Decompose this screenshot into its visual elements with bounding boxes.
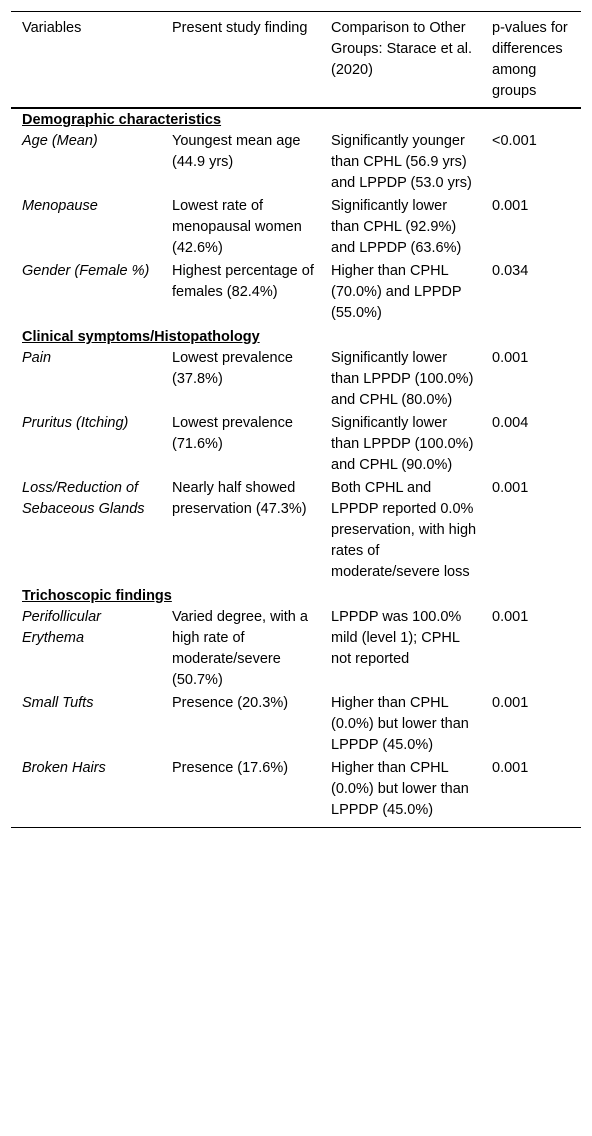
variable-cell: Age (Mean) xyxy=(22,133,98,149)
comparison-cell: Significantly lower than LPPDP (100.0%) and CPHL (80.0%) xyxy=(331,350,474,408)
comparison-cell: Higher than CPHL (70.0%) and LPPDP (55.0%) xyxy=(331,263,462,321)
comparison-cell: Higher than CPHL (0.0%) but lower than LPPDP (45.0%) xyxy=(331,695,469,753)
p-value-cell: 0.001 xyxy=(492,760,529,776)
comparison-cell: Higher than CPHL (0.0%) but lower than LPPDP (45.0%) xyxy=(331,760,469,818)
table-row xyxy=(11,758,581,828)
section-title: Trichoscopic findings xyxy=(22,588,172,604)
p-value-cell: 0.034 xyxy=(492,263,529,279)
table-header-row xyxy=(11,12,581,109)
variable-cell: Loss/Reduction of Sebaceous Glands xyxy=(22,480,145,517)
p-value-cell: 0.001 xyxy=(492,609,529,625)
variable-cell: Pruritus (Itching) xyxy=(22,415,129,431)
p-value-cell: 0.004 xyxy=(492,415,529,431)
finding-cell: Varied degree, with a high rate of moderate/severe (50.7%) xyxy=(172,609,308,688)
variable-cell: Broken Hairs xyxy=(22,760,106,776)
finding-cell: Nearly half showed preservation (47.3%) xyxy=(172,480,307,517)
finding-cell: Presence (17.6%) xyxy=(172,760,289,776)
results-table xyxy=(11,11,581,828)
comparison-cell: LPPDP was 100.0% mild (level 1); CPHL not reported xyxy=(331,609,462,667)
section-row-clinical xyxy=(11,326,581,348)
finding-cell: Lowest prevalence (37.8%) xyxy=(172,350,293,387)
table-row xyxy=(11,131,581,196)
p-value-cell: 0.001 xyxy=(492,198,529,214)
comparison-cell: Both CPHL and LPPDP reported 0.0% preservation, with high rates of moderate/severe loss xyxy=(331,480,477,580)
finding-cell: Highest percentage of females (82.4%) xyxy=(172,263,314,300)
section-row-trichoscopic xyxy=(11,585,581,607)
table-row xyxy=(11,413,581,478)
header-variables: Variables xyxy=(22,20,82,36)
section-title: Clinical symptoms/Histopathology xyxy=(22,329,260,345)
table-row xyxy=(11,261,581,326)
header-p-values: p-values for differences among groups xyxy=(492,20,568,99)
table-row xyxy=(11,607,581,693)
header-comparison: Comparison to Other Groups: Starace et al. (2020) xyxy=(331,20,473,78)
variable-cell: Small Tufts xyxy=(22,695,94,711)
p-value-cell: 0.001 xyxy=(492,350,529,366)
section-title: Demographic characteristics xyxy=(22,112,222,128)
p-value-cell: <0.001 xyxy=(492,133,537,149)
finding-cell: Lowest prevalence (71.6%) xyxy=(172,415,293,452)
finding-cell: Presence (20.3%) xyxy=(172,695,289,711)
finding-cell: Lowest rate of menopausal women (42.6%) xyxy=(172,198,302,256)
table-row xyxy=(11,693,581,758)
table-row xyxy=(11,478,581,585)
table-row xyxy=(11,348,581,413)
variable-cell: Gender (Female %) xyxy=(22,263,150,279)
p-value-cell: 0.001 xyxy=(492,480,529,496)
header-present-study-finding: Present study finding xyxy=(172,20,308,36)
finding-cell: Youngest mean age (44.9 yrs) xyxy=(172,133,301,170)
table-row xyxy=(11,196,581,261)
variable-cell: Pain xyxy=(22,350,52,366)
comparison-cell: Significantly lower than CPHL (92.9%) and LPPDP (63.6%) xyxy=(331,198,462,256)
variable-cell: Menopause xyxy=(22,198,98,214)
comparison-cell: Significantly lower than LPPDP (100.0%) and CPHL (90.0%) xyxy=(331,415,474,473)
variable-cell: Perifollicular Erythema xyxy=(22,609,101,646)
comparison-cell: Significantly younger than CPHL (56.9 yrs) and LPPDP (53.0 yrs) xyxy=(331,133,472,191)
section-row-demographic xyxy=(11,108,581,131)
results-table-container xyxy=(11,11,581,828)
p-value-cell: 0.001 xyxy=(492,695,529,711)
